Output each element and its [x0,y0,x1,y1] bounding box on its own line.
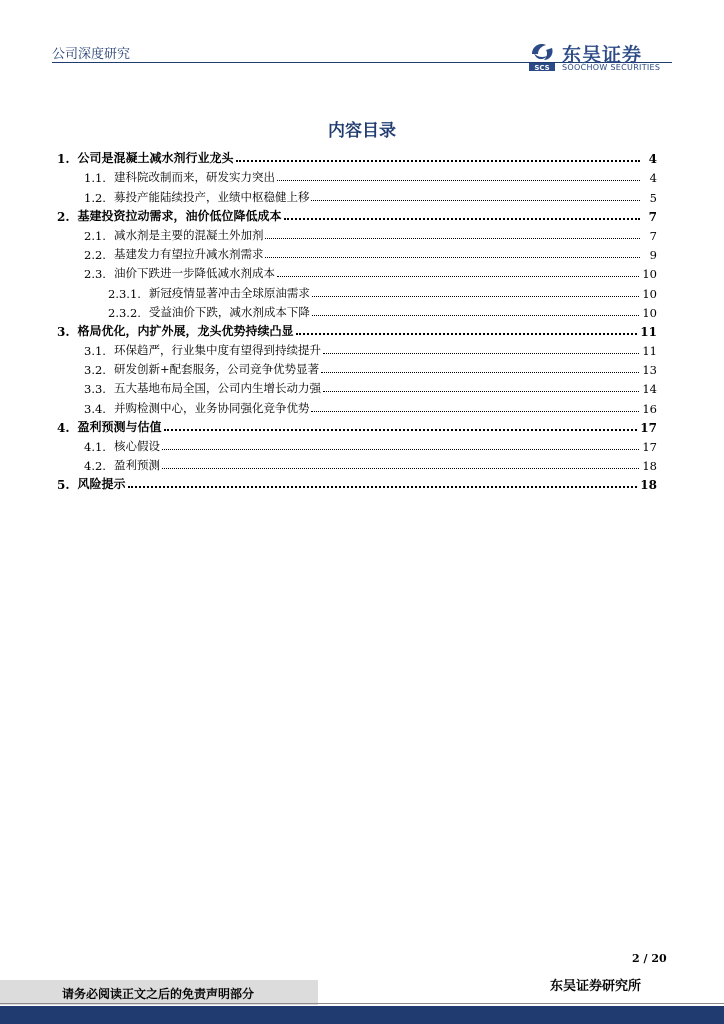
toc-entry-page: 4 [649,171,657,186]
toc-entry[interactable] [57,473,657,492]
toc-entry-title: 环保趋严，行业集中度有望得到持续提升 [113,343,321,358]
toc-entry-page: 4 [648,152,657,167]
toc-entry[interactable] [57,243,657,262]
bottom-band [0,1006,724,1024]
toc-entry-number: 2.3. [84,267,106,282]
toc-leader [236,160,640,162]
toc-entry-number: 4.1. [84,440,106,454]
toc-entry[interactable] [57,358,657,377]
toc-entry-page: 7 [648,209,657,224]
toc-entry-title: 盈利预测 [113,458,160,473]
toc-entry[interactable] [57,185,657,204]
toc-entry-number: 2.3.2. [108,305,141,320]
toc-entry[interactable] [57,320,657,339]
toc-entry-number: 3. [57,324,70,339]
toc-entry[interactable] [57,281,657,300]
toc-entry-number: 1.1. [84,171,106,186]
logo-chinese-name: 东吴证券 [562,44,643,66]
toc-entry-number: 3.1. [84,344,106,359]
toc-entry[interactable] [57,205,657,224]
toc-leader [312,296,639,297]
toc-entry-title: 油价下跌进一步降低减水剂成本 [113,266,275,281]
toc-entry-page: 9 [649,248,657,263]
toc-entry-title: 新冠疫情显著冲击全球原油需求 [148,285,310,300]
toc-entry-title: 格局优化，内扩外展，龙头优势持续凸显 [77,323,294,338]
toc-title: 内容目录 [328,121,396,141]
toc-entry-page: 11 [642,344,657,359]
toc-entry-page: 10 [642,305,657,320]
toc-entry-title: 公司是混凝土减水剂行业龙头 [77,151,234,166]
report-category: 公司深度研究 [52,47,131,62]
toc-entry-page: 5 [649,190,657,205]
toc-leader [162,468,639,469]
table-of-contents [57,147,657,492]
toc-entry[interactable] [57,147,657,166]
toc-entry-title: 核心假设 [113,439,160,453]
footer-disclaimer: 请务必阅读正文之后的免责声明部分 [62,987,255,1001]
toc-entry-page: 18 [640,478,657,493]
toc-leader [311,200,640,201]
toc-entry[interactable] [57,416,657,435]
toc-entry-number: 1. [57,152,70,167]
toc-entry-page: 7 [649,228,657,243]
toc-entry[interactable] [57,377,657,396]
toc-leader [296,333,638,335]
toc-entry-page: 13 [642,363,657,378]
toc-leader [321,372,639,373]
toc-entry-page: 10 [642,267,657,282]
toc-entry[interactable] [57,396,657,415]
toc-entry-page: 16 [642,401,657,416]
page-number: 2 / 20 [632,952,667,965]
toc-entry-title: 并购检测中心，业务协同强化竞争优势 [113,400,310,415]
toc-entry-number: 1.2. [84,190,106,205]
toc-leader [284,218,640,220]
toc-entry-page: 17 [642,440,657,454]
toc-leader [128,486,638,488]
toc-entry-number: 2. [57,209,70,224]
toc-entry-page: 10 [642,286,657,301]
toc-entry-title: 基建投资拉动需求，油价低位降低成本 [77,208,282,223]
toc-entry[interactable] [57,301,657,320]
toc-leader [277,180,640,181]
toc-entry-page: 11 [640,324,657,339]
toc-entry-number: 3.3. [84,382,106,397]
toc-leader [265,238,640,239]
toc-leader [162,449,639,450]
footer-institute: 东吴证券研究所 [550,979,642,994]
company-logo [528,40,674,74]
toc-entry-title: 减水剂是主要的混凝土外加剂 [113,227,264,242]
toc-entry-title: 建科院改制而来，研发实力突出 [113,170,275,185]
toc-entry-page: 17 [640,420,657,435]
toc-leader [312,315,639,316]
toc-entry-number: 4.2. [84,459,106,474]
toc-entry-title: 五大基地布局全国，公司内生增长动力强 [113,381,321,396]
toc-entry-number: 4. [57,420,70,435]
logo-mark-text: SCS [534,64,550,72]
toc-entry-title: 风险提示 [77,477,126,492]
toc-entry-title: 募投产能陆续投产，业绩中枢稳健上移 [113,189,310,204]
toc-entry[interactable] [57,435,657,454]
toc-entry-title: 基建发力有望拉升减水剂需求 [113,247,264,262]
toc-entry-title: 盈利预测与估值 [77,419,162,434]
toc-leader [164,429,638,431]
toc-entry[interactable] [57,262,657,281]
footer-divider [0,1003,724,1004]
soochow-logo-icon [528,40,556,72]
toc-leader [311,411,639,412]
toc-entry-number: 2.3.1. [108,286,141,301]
toc-leader [277,276,639,277]
toc-entry-title: 研发创新+配套服务，公司竞争优势显著 [113,362,320,377]
toc-entry-page: 18 [642,459,657,474]
toc-entry[interactable] [57,224,657,243]
toc-entry-page: 14 [642,382,657,397]
toc-entry-number: 2.2. [84,248,106,263]
toc-entry[interactable] [57,454,657,473]
toc-leader [323,353,639,354]
toc-entry-title: 受益油价下跌，减水剂成本下降 [148,304,310,319]
toc-entry[interactable] [57,339,657,358]
toc-entry-number: 2.1. [84,228,106,243]
toc-entry-number: 3.4. [84,401,106,416]
logo-english-name: SOOCHOW SECURITIES [562,63,661,72]
toc-leader [265,257,640,258]
toc-entry-number: 5. [57,478,70,493]
toc-entry-number: 3.2. [84,363,106,378]
toc-leader [323,391,639,392]
toc-entry[interactable] [57,166,657,185]
